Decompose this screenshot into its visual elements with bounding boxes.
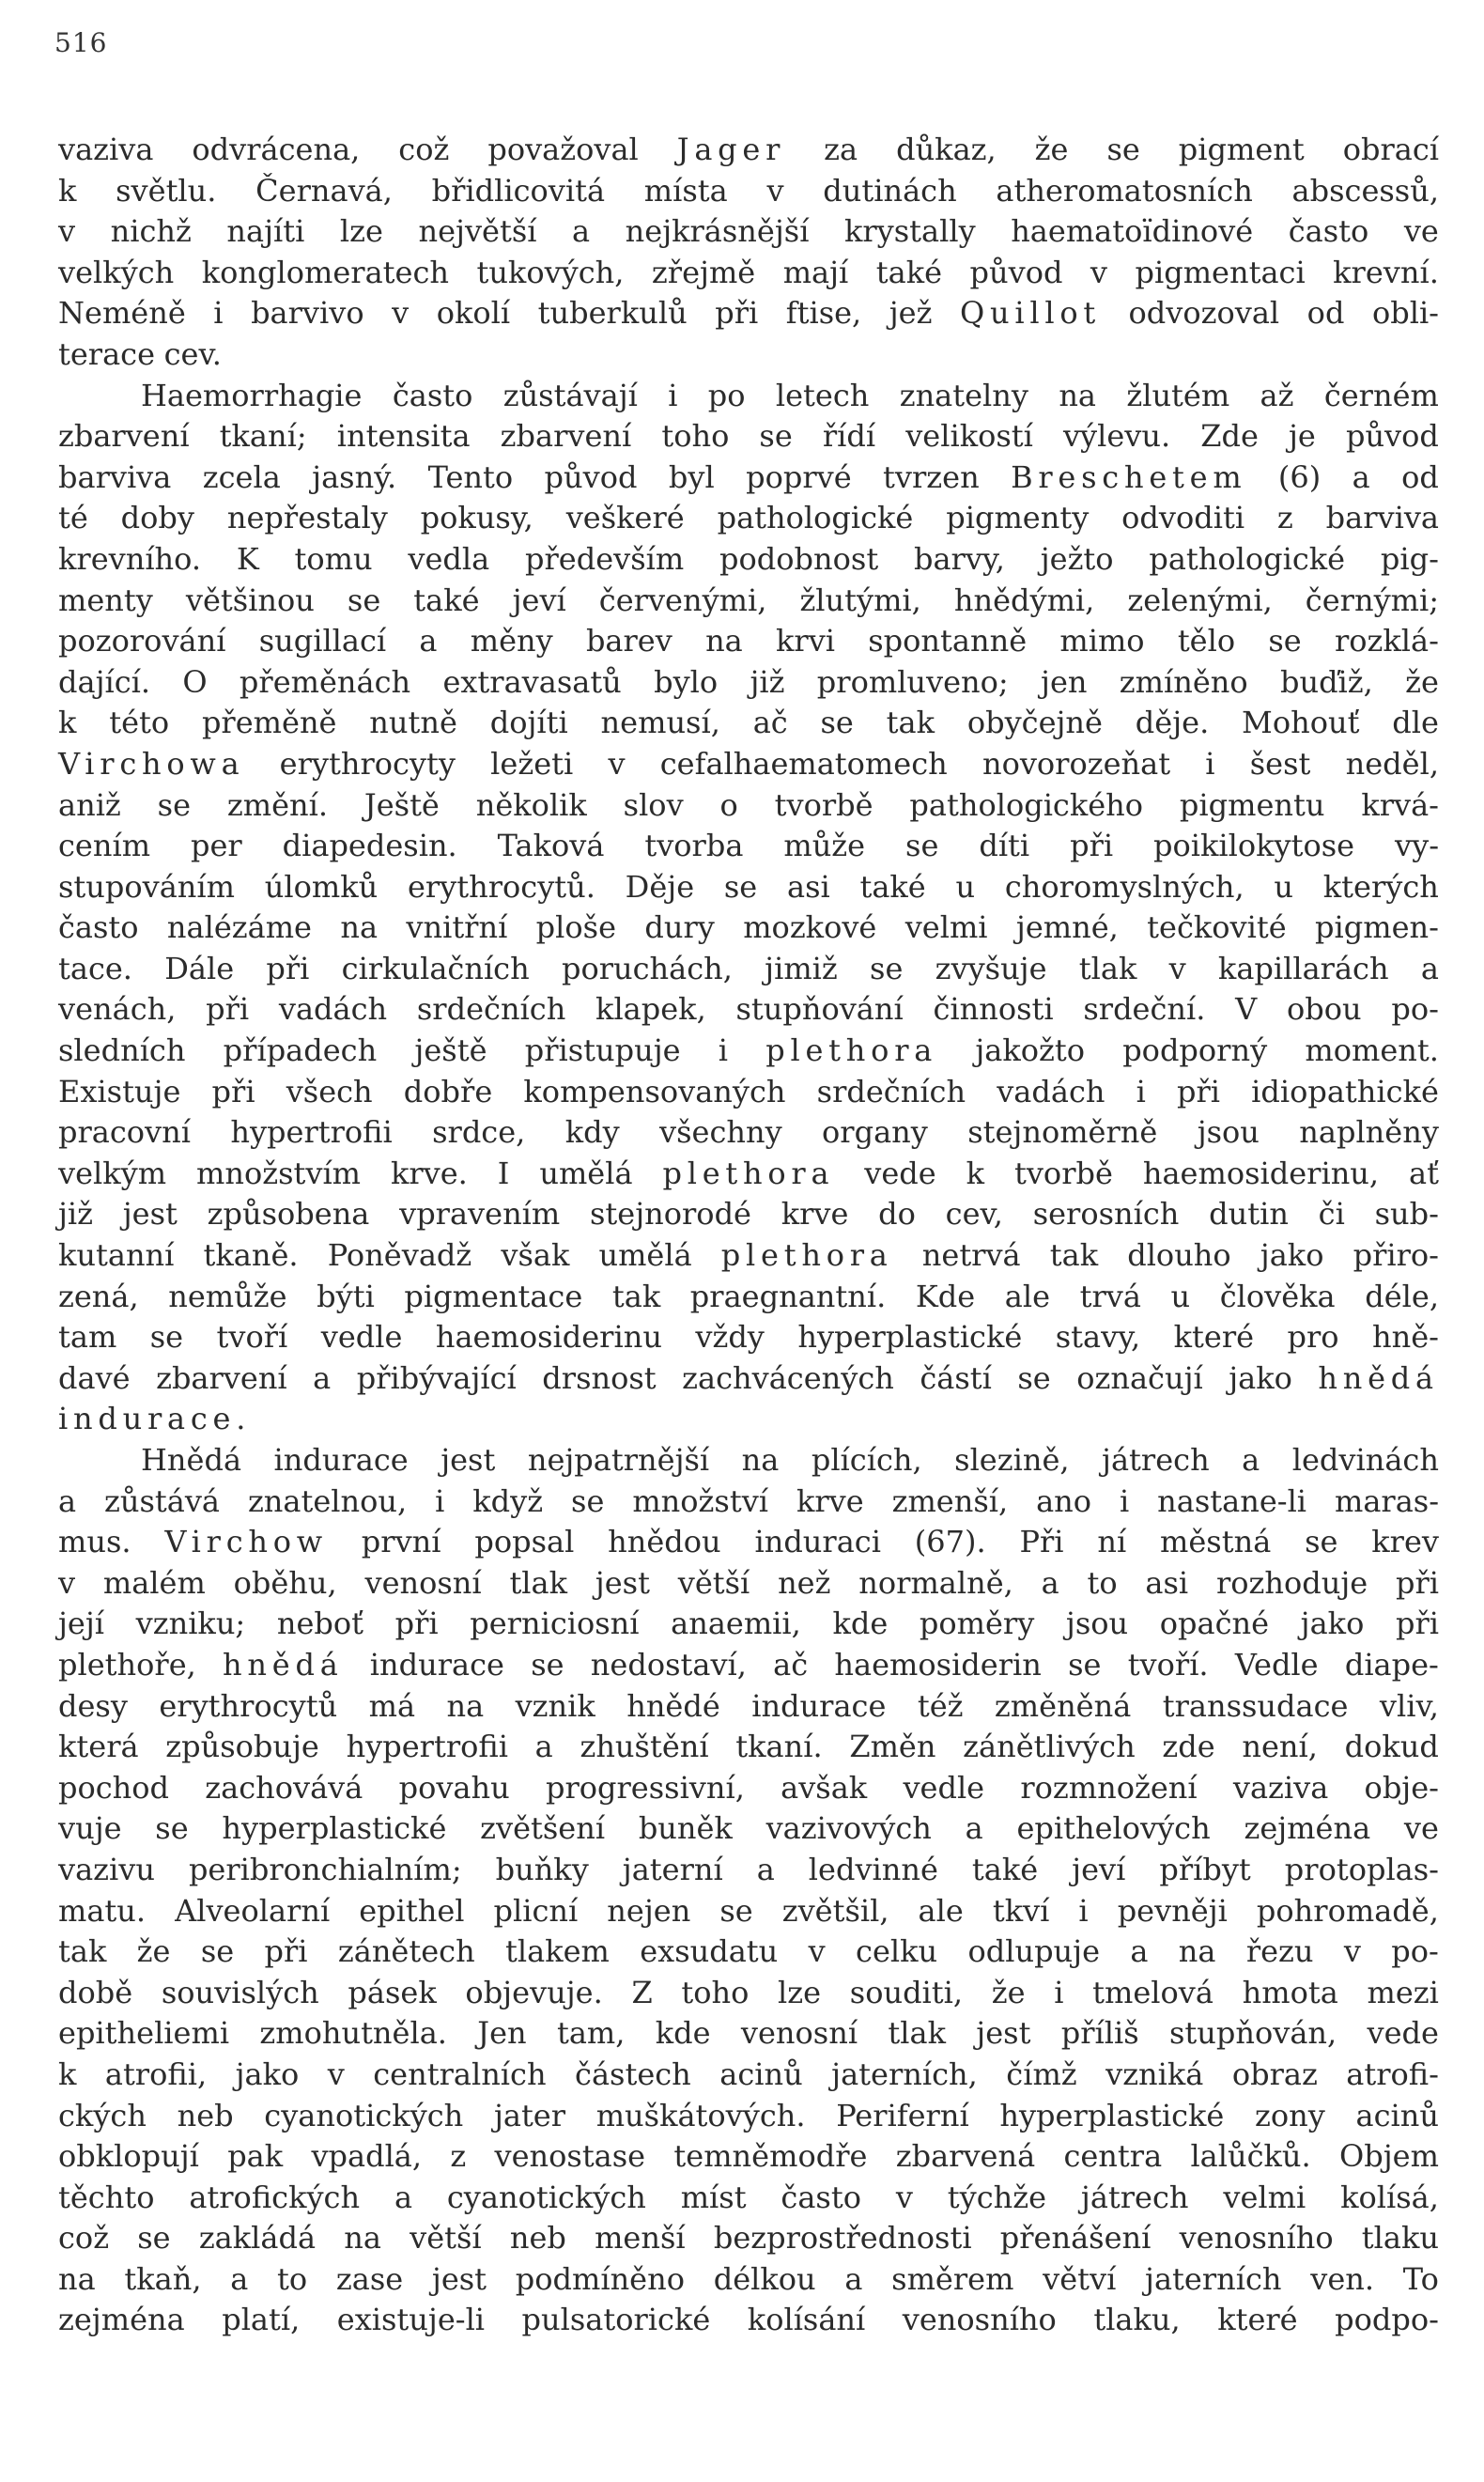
text-line: Existuje při všech dobře kompensovaných srdečních vadách i při idiopathické (58, 1073, 1439, 1109)
text-line: Haemorrhagie často zůstávají i po letech znatelny na žlutém až černém (141, 377, 1439, 413)
text-line: obklopují pak vpadlá, z venostase temněmodře zbarvená centra lalůčků. Objem (58, 2138, 1439, 2175)
text-line: indurace. (58, 1401, 252, 1437)
text-line: k atrofii, jako v centralních částech acinů jaterních, čímž vzniká obraz atrofi- (58, 2055, 1439, 2092)
text-line: Neméně i barvivo v okolí tuberkulů při ftise, jež Quillot odvozoval od obli- (58, 295, 1439, 332)
text-line: terace cev. (58, 335, 222, 372)
text-line: zbarvení tkaní; intensita zbarvení toho se řídí velikostí výlevu. Zde je původ (58, 418, 1439, 455)
text-line: té doby nepřestaly pokusy, veškeré pathologické pigmenty odvoditi z barviva (58, 500, 1439, 536)
text-line: na tkaň, a to zase jest podmíněno délkou a směrem větví jaterních ven. To (58, 2260, 1439, 2297)
text-line: krevního. K tomu vedla především podobnost barvy, ježto pathologické pig- (58, 540, 1439, 577)
text-line: stupováním úlomků erythrocytů. Děje se asi také u choromyslných, u kterých (58, 868, 1439, 905)
text-line: dající. O přeměnách extravasatů bylo již promluveno; jen zmíněno buďiž, že (58, 663, 1439, 700)
text-line: pracovní hypertrofii srdce, kdy všechny organy stejnoměrně jsou naplněny (58, 1114, 1439, 1151)
text-line: k této přeměně nutně dojíti nemusí, ač se tak obyčejně děje. Mohouť dle (58, 705, 1439, 741)
text-line: což se zakládá na větší neb menší bezprostřednosti přenášení venosního tlaku (58, 2220, 1439, 2257)
text-line: ckých neb cyanotických jater muškátových. Periferní hyperplastické zony acinů (58, 2097, 1439, 2133)
text-line: mus. Virchow první popsal hnědou induraci (67). Při ní městná se krev (58, 1524, 1439, 1560)
text-line: a zůstává znatelnou, i když se množství krve zmenší, ano i nastane-li maras- (58, 1482, 1439, 1519)
text-line: venách, při vadách srdečních klapek, stupňování činnosti srdeční. V obou po- (58, 991, 1439, 1028)
text-line: tam se tvoří vedle haemosiderinu vždy hyperplastické stavy, které pro hně- (58, 1319, 1439, 1356)
text-line: tak že se při zánětech tlakem exsudatu v celku odlupuje a na řezu v po- (58, 1933, 1439, 1970)
text-line: v nichž najíti lze největší a nejkrásnější krystally haematoïdinové často ve (58, 213, 1439, 250)
text-line: těchto atrofických a cyanotických míst často v týchže játrech velmi kolísá, (58, 2179, 1439, 2215)
text-line: již jest způsobena vpravením stejnorodé krve do cev, serosních dutin či sub- (58, 1196, 1439, 1233)
text-line: menty většinou se také jeví červenými, žlutými, hnědými, zelenými, černými; (58, 582, 1439, 618)
text-line: velkým množstvím krve. I umělá plethora vede k tvorbě haemosiderinu, ať (58, 1155, 1439, 1191)
text-line: desy erythrocytů má na vznik hnědé indurace též změněná transsudace vliv, (58, 1687, 1439, 1724)
text-line: vaziva odvrácena, což považoval Jager za důkaz, že se pigment obrací (58, 132, 1439, 167)
text-line: vuje se hyperplastické zvětšení buněk vazivových a epithelových zejména ve (58, 1810, 1439, 1847)
text-line: matu. Alveolarní epithel plicní nejen se zvětšil, ale tkví i pevněji pohromadě, (58, 1892, 1439, 1929)
text-line: kutanní tkaně. Poněvadž však umělá plethora netrvá tak dlouho jako přiro- (58, 1237, 1439, 1274)
text-line: aniž se změní. Ještě několik slov o tvorbě pathologického pigmentu krvá- (58, 786, 1439, 823)
text-line: pozorování sugillací a měny barev na krvi spontanně mimo tělo se rozklá- (58, 623, 1439, 659)
text-line: době souvislých pásek objevuje. Z toho lze souditi, že i tmelová hmota mezi (58, 1974, 1439, 2010)
text-line: sledních případech ještě přistupuje i plethora jakožto podporný moment. (58, 1032, 1439, 1069)
text-line: která způsobuje hypertrofii a zhuštění tkaní. Změn zánětlivých zde není, dokud (58, 1729, 1439, 1765)
text-line: její vzniku; neboť při perniciosní anaemii, kde poměry jsou opačné jako při (58, 1606, 1439, 1642)
text-line: tace. Dále při cirkulačních poruchách, jimiž se zvyšuje tlak v kapillarách a (58, 950, 1439, 986)
text-line: plethoře, hnědá indurace se nedostaví, ač haemosiderin se tvoří. Vedle diape- (58, 1646, 1439, 1683)
text-line: epitheliemi zmohutněla. Jen tam, kde venosní tlak jest příliš stupňován, vede (58, 2015, 1439, 2052)
text-line: k světlu. Černavá, břidlicovitá místa v dutinách atheromatosních abscessů, (58, 172, 1439, 209)
body-text (58, 130, 1439, 2341)
text-line: vazivu peribronchialním; buňky jaterní a ledvinné také jeví příbyt protoplas- (58, 1851, 1439, 1887)
text-line: pochod zachovává povahu progressivní, avšak vedle rozmnožení vaziva obje- (58, 1769, 1439, 1806)
page-number: 516 (54, 27, 108, 58)
text-line: davé zbarvení a přibývající drsnost zachvácených částí se označují jako hnědá (58, 1359, 1439, 1396)
text-line: zená, nemůže býti pigmentace tak praegnantní. Kde ale trvá u člověka déle, (58, 1278, 1439, 1314)
text-line: barviva zcela jasný. Tento původ byl poprvé tvrzen Breschetem (6) a od (58, 458, 1439, 495)
text-line: v malém oběhu, venosní tlak jest větší než normalně, a to asi rozhoduje při (58, 1564, 1439, 1601)
text-line: Hnědá indurace jest nejpatrnější na plících, slezině, játrech a ledvinách (141, 1442, 1439, 1478)
text-line: velkých konglomeratech tukových, zřejmě mají také původ v pigmentaci krevní. (58, 254, 1439, 290)
text-line: cením per diapedesin. Taková tvorba může se díti při poikilokytose vy- (58, 828, 1439, 864)
text-line: zejména platí, existuje-li pulsatorické kolísání venosního tlaku, které podpo- (58, 2302, 1439, 2338)
text-line: Virchowa erythrocyty ležeti v cefalhaematomech novorozeňat i šest neděl, (58, 745, 1439, 782)
text-line: často nalézáme na vnitřní ploše dury mozkové velmi jemné, tečkovité pigmen- (58, 909, 1439, 946)
